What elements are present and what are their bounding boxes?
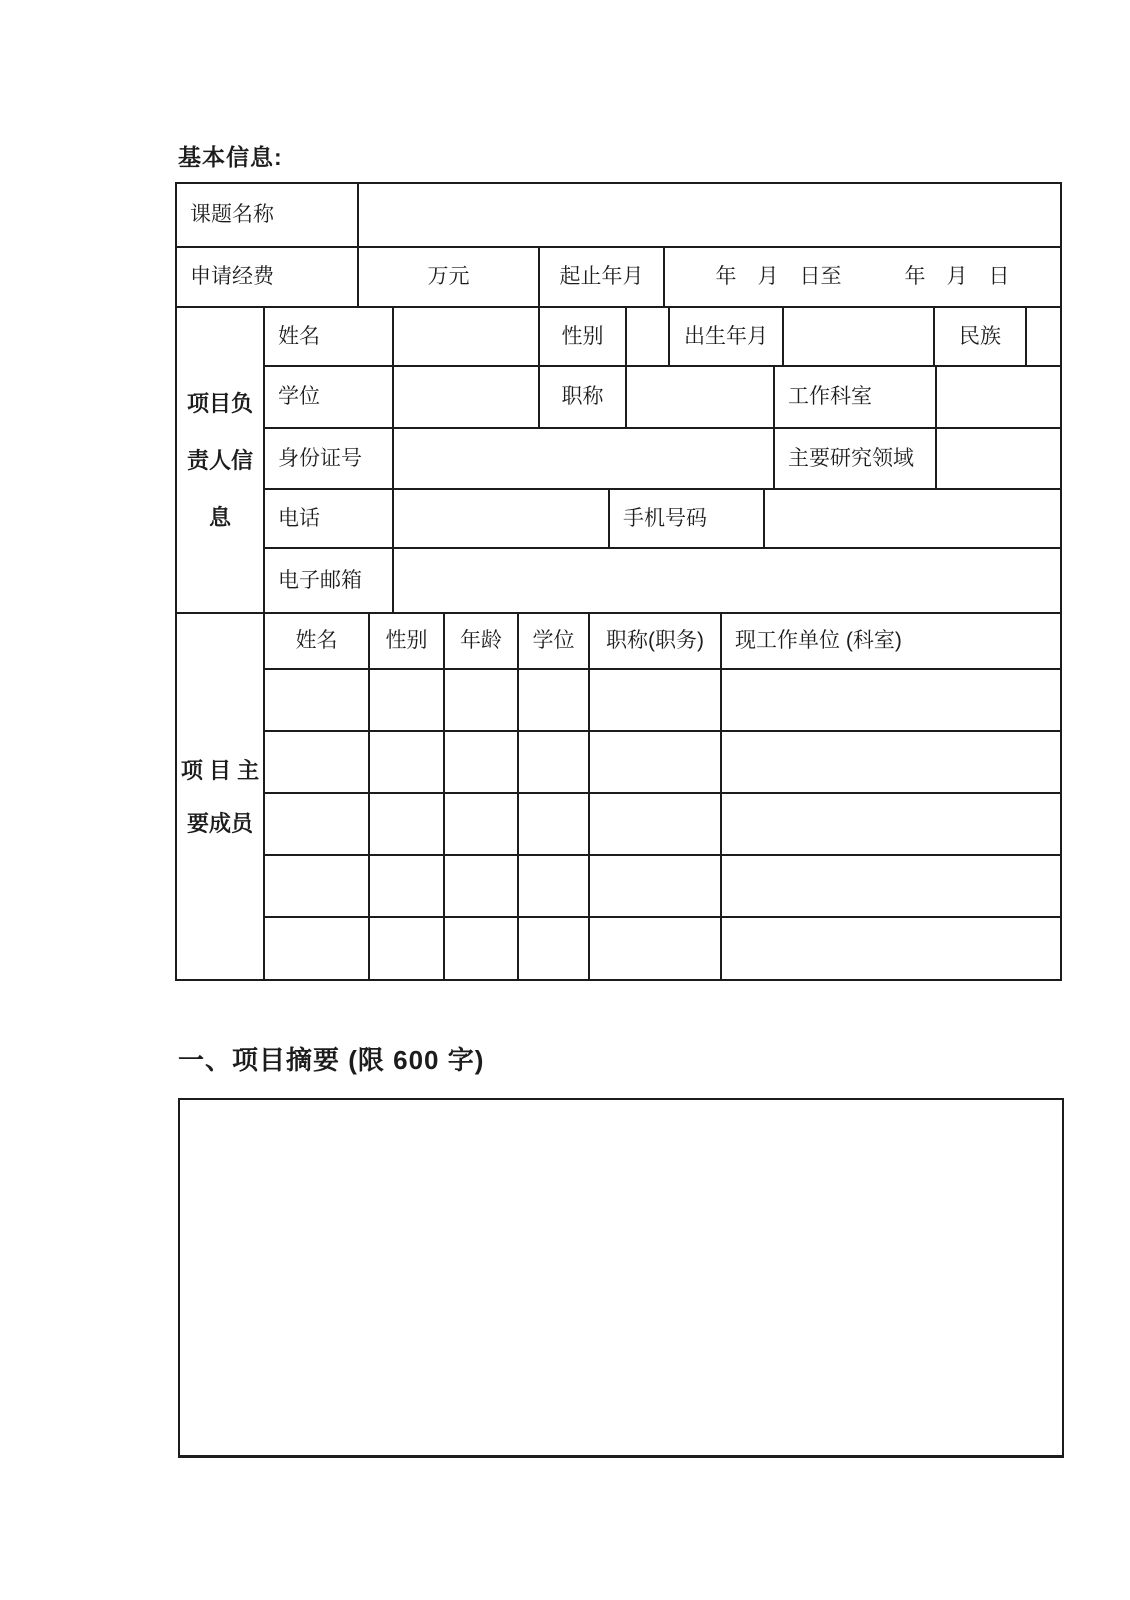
leader-phone-field	[394, 490, 610, 547]
member-age-cell	[445, 918, 519, 979]
member-title-cell	[590, 794, 722, 854]
member-title-cell	[590, 670, 722, 730]
leader-research-field-field	[937, 429, 1060, 488]
members-header-degree: 学位	[519, 614, 590, 668]
leader-id-row	[265, 429, 1060, 490]
members-group-label-line: 项 目 主	[180, 757, 260, 783]
leader-mobile-field	[765, 490, 1060, 547]
leader-group-label-line: 项目负	[186, 390, 253, 416]
leader-id-label: 身份证号	[265, 429, 394, 488]
leader-info-block	[177, 308, 1060, 614]
members-header-row	[265, 614, 1060, 670]
leader-rows	[265, 308, 1060, 612]
member-workplace-cell	[722, 732, 1060, 792]
member-gender-cell	[370, 670, 445, 730]
leader-office-label: 工作科室	[775, 367, 937, 427]
member-name-cell	[265, 670, 370, 730]
member-name-cell	[265, 794, 370, 854]
project-name-row	[177, 184, 1060, 248]
members-header-age: 年龄	[445, 614, 519, 668]
funding-label: 申请经费	[177, 248, 359, 306]
duration-label: 起止年月	[540, 248, 665, 306]
member-gender-cell	[370, 856, 445, 916]
member-title-cell	[590, 732, 722, 792]
member-degree-cell	[519, 732, 590, 792]
member-age-cell	[445, 794, 519, 854]
members-group-label	[177, 614, 265, 979]
project-name-label: 课题名称	[177, 184, 359, 246]
basic-info-table	[175, 182, 1062, 981]
member-degree-cell	[519, 794, 590, 854]
member-degree-cell	[519, 670, 590, 730]
leader-degree-label: 学位	[265, 367, 394, 427]
leader-ethnicity-field	[1027, 308, 1060, 365]
member-name-cell	[265, 918, 370, 979]
duration-field: 年 月 日至 年 月 日	[715, 265, 1010, 289]
leader-birthdate-field	[784, 308, 935, 365]
leader-name-field	[394, 308, 540, 365]
leader-name-row	[265, 308, 1060, 367]
leader-email-label: 电子邮箱	[265, 549, 394, 612]
leader-email-row	[265, 549, 1060, 612]
project-name-field	[359, 184, 1060, 246]
member-degree-cell	[519, 856, 590, 916]
member-row	[265, 732, 1060, 794]
member-gender-cell	[370, 732, 445, 792]
summary-heading: 一、项目摘要 (限 600 字)	[178, 1045, 485, 1075]
basic-info-heading: 基本信息:	[178, 144, 283, 170]
leader-birthdate-label: 出生年月	[670, 308, 784, 365]
members-header-gender: 性别	[370, 614, 445, 668]
member-name-cell	[265, 856, 370, 916]
members-header-name: 姓名	[265, 614, 370, 668]
leader-phone-label: 电话	[265, 490, 394, 547]
funding-row	[177, 248, 1060, 308]
member-workplace-cell	[722, 670, 1060, 730]
leader-gender-field	[627, 308, 670, 365]
leader-group-label-line: 责人信	[186, 447, 253, 473]
leader-office-field	[937, 367, 1060, 427]
member-age-cell	[445, 670, 519, 730]
members-rows	[265, 614, 1060, 979]
member-row	[265, 794, 1060, 856]
member-gender-cell	[370, 918, 445, 979]
leader-research-field-label: 主要研究领域	[775, 429, 937, 488]
member-workplace-cell	[722, 918, 1060, 979]
funding-unit-field: 万元	[359, 248, 540, 306]
leader-ethnicity-label: 民族	[935, 308, 1027, 365]
members-group-label-line: 要成员	[186, 810, 253, 836]
member-workplace-cell	[722, 794, 1060, 854]
leader-degree-field	[394, 367, 540, 427]
member-row	[265, 918, 1060, 979]
member-title-cell	[590, 918, 722, 979]
leader-group-label-line: 息	[208, 504, 231, 530]
member-row	[265, 856, 1060, 918]
summary-box	[178, 1098, 1064, 1458]
leader-title-field	[627, 367, 775, 427]
leader-gender-label: 性别	[540, 308, 627, 365]
leader-title-label: 职称	[540, 367, 627, 427]
member-row	[265, 670, 1060, 732]
members-block	[177, 614, 1060, 979]
leader-degree-row	[265, 367, 1060, 429]
member-age-cell	[445, 856, 519, 916]
leader-email-field	[394, 549, 1060, 612]
leader-name-label: 姓名	[265, 308, 394, 365]
member-name-cell	[265, 732, 370, 792]
leader-group-label	[177, 308, 265, 612]
member-workplace-cell	[722, 856, 1060, 916]
leader-mobile-label: 手机号码	[610, 490, 765, 547]
members-header-workplace: 现工作单位 (科室)	[735, 629, 902, 653]
members-header-title: 职称(职务)	[590, 614, 722, 668]
leader-phone-row	[265, 490, 1060, 549]
leader-id-field	[394, 429, 775, 488]
member-title-cell	[590, 856, 722, 916]
member-degree-cell	[519, 918, 590, 979]
member-age-cell	[445, 732, 519, 792]
member-gender-cell	[370, 794, 445, 854]
